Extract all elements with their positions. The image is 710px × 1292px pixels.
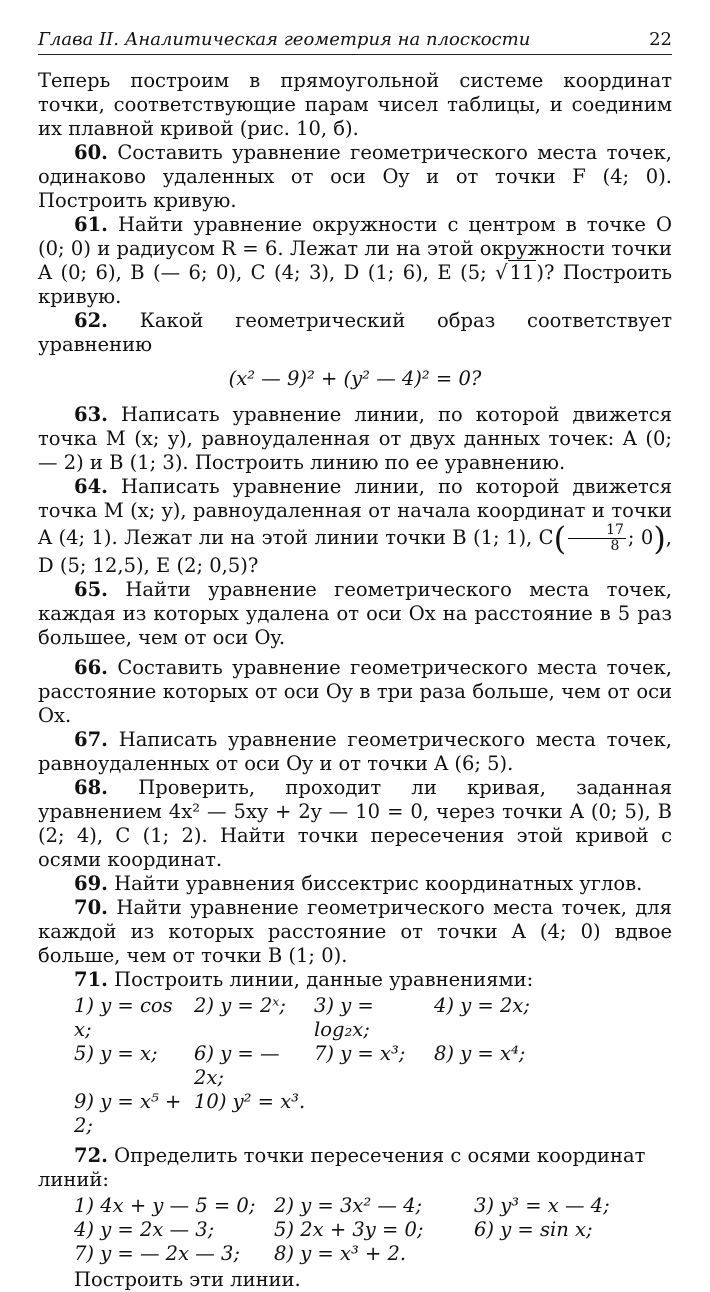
problem-number: 63.: [74, 403, 108, 426]
equation-item: 2) y = 3x² — 4;: [274, 1194, 423, 1217]
problem-text: Найти уравнения биссектрис координатных углов.: [114, 872, 643, 895]
problem-64: 64. Написать уравнение линии, по которой движется точка M (x; y), равноудаленная от начала координат и точки A (4; 1). Лежат ли на этой линии точки B (1; 1), C( $\frac{17}{8}$ ; 0), D (5; 12,5), E (2; 0,5)?: [38, 475, 673, 577]
fraction-numerator: 17: [568, 523, 626, 539]
equation-item: 5) 2x + 3y = 0;: [274, 1218, 424, 1241]
problem-text: Какой геометрический образ соответствует уравнению: [38, 309, 673, 356]
problem-number: 71.: [74, 968, 108, 991]
equation-item: 8) y = x³ + 2.: [274, 1242, 407, 1265]
problem-text: Написать уравнение линии, по которой движется точка M (x; y), равноудаленная от начала координат и точки A (4; 1). Лежат ли на этой линии точки B (1; 1), C: [38, 475, 673, 549]
problem-text: Найти уравнение геометрического места точек, для каждой из которых расстояние от точки A (4; 0) вдвое больше, чем от точки B (1; 0).: [38, 896, 672, 967]
page-number: 22: [649, 29, 672, 50]
equation-item: 6) y = sin x;: [474, 1218, 593, 1241]
equation-62: (x² — 9)² + (y² — 4)² = 0?: [228, 367, 482, 390]
equation-item: 10) y² = x³.: [194, 1090, 306, 1113]
problem-text: Написать уравнение геометрического места точек, равноудаленных от оси Oy и от точки A (6; 5).: [38, 728, 672, 775]
equation-item: 1) y = cos x;: [74, 994, 173, 1041]
equation-list-71: [38, 994, 672, 1138]
equation-list-72: [38, 1194, 672, 1266]
intro-paragraph: Теперь построим в прямоугольной системе координат точки, соответствующие парам чисел таблицы, и соединим их плавной кривой (рис. 10, б).: [38, 69, 672, 140]
problem-number: 60.: [74, 141, 108, 164]
problem-62: [38, 309, 672, 357]
problem-number: 66.: [74, 656, 108, 679]
running-header: [38, 28, 672, 55]
problem-text: Найти уравнение окружности с центром в точке O (0; 0) и радиусом R = 6. Лежат ли на этой окружности точки A (0; 6), B (— 6; 0), C (4; 3), D (1; 6), E (5;: [38, 213, 672, 284]
problem-61: 61. Найти уравнение окружности с центром в точке O (0; 0) и радиусом R = 6. Лежат ли на этой окружности точки A (0; 6), B (— 6; 0), C (4; 3), D (1; 6), E (5; √ 11 )? Построить кривую.: [38, 213, 672, 308]
equation-item: 2) y = 2ˣ;: [194, 994, 286, 1017]
problem-number: 62.: [74, 309, 108, 332]
equation-item: 3) y³ = x — 4;: [474, 1194, 610, 1217]
equation-item: 6) y = — 2x;: [194, 1042, 280, 1089]
equation-item: 9) y = x⁵ + 2;: [74, 1090, 182, 1137]
fraction-denominator: 8: [610, 538, 620, 554]
problem-67: [38, 728, 672, 776]
problem-70: [38, 896, 672, 968]
sqrt-radicand: 11: [509, 261, 535, 284]
problem-text-tail: )? Построить кривую.: [38, 261, 672, 308]
problem-number: 72.: [74, 1144, 108, 1167]
fraction: [568, 523, 626, 554]
problem-text: Построить линии, данные уравнениями:: [114, 968, 534, 991]
problem-text: Составить уравнение геометрического места точек, расстояние которых от оси Oy в три раза больше, чем от оси Ox.: [38, 656, 672, 727]
problem-text: Составить уравнение геометрического места точек, одинаково удаленных от оси Oy и от точки F (4; 0). Построить кривую.: [38, 141, 672, 212]
problem-number: 69.: [74, 872, 108, 895]
equation-item: 7) y = — 2x — 3;: [74, 1242, 240, 1265]
problem-text: Определить точки пересечения с осями координат линий:: [38, 1144, 646, 1191]
problem-text: Написать уравнение линии, по которой движется точка M (x; y), равноудаленная от двух данных точек: A (0; — 2) и B (1; 3). Построить линию по ее уравнению.: [38, 403, 673, 474]
fraction-tail: ; 0: [627, 526, 654, 549]
problem-text: Найти уравнение геометрического места точек, каждая из которых удалена от оси Ox на расстояние в 5 раз большее, чем от оси Oy.: [38, 578, 673, 649]
equation-item: 3) y = log₂x;: [314, 994, 374, 1041]
problem-number: 67.: [74, 728, 108, 751]
problem-number: 68.: [74, 776, 108, 799]
problem-65: [38, 578, 672, 650]
chapter-title: Глава II. Аналитическая геометрия на плоскости: [38, 29, 531, 50]
problem-60: [38, 141, 672, 213]
closing-line: Построить эти линии.: [74, 1268, 301, 1291]
equation-item: 8) y = x⁴;: [434, 1042, 526, 1065]
problem-text-tail: , D (5; 12,5), E (2; 0,5)?: [38, 526, 672, 577]
problem-68: [38, 776, 672, 872]
equation-item: 7) y = x³;: [314, 1042, 406, 1065]
problem-69: [38, 872, 672, 896]
problem-text: Проверить, проходит ли кривая, заданная уравнением 4x² — 5xy + 2y — 10 = 0, через точки A (0; 5), B (2; 4), C (1; 2). Найти точки пересечения этой кривой с осями координат.: [38, 776, 673, 871]
equation-item: 4) y = 2x — 3;: [74, 1218, 215, 1241]
equation-item: 1) 4x + y — 5 = 0;: [74, 1194, 256, 1217]
problem-number: 64.: [74, 475, 108, 498]
problem-71: [38, 968, 672, 992]
problem-63: [38, 403, 672, 475]
problem-number: 70.: [74, 896, 108, 919]
problem-66: [38, 656, 672, 728]
problem-number: 61.: [74, 213, 108, 236]
problem-72: [38, 1144, 672, 1192]
equation-item: 4) y = 2x;: [434, 994, 530, 1017]
equation-item: 5) y = x;: [74, 1042, 158, 1065]
problem-number: 65.: [74, 578, 108, 601]
